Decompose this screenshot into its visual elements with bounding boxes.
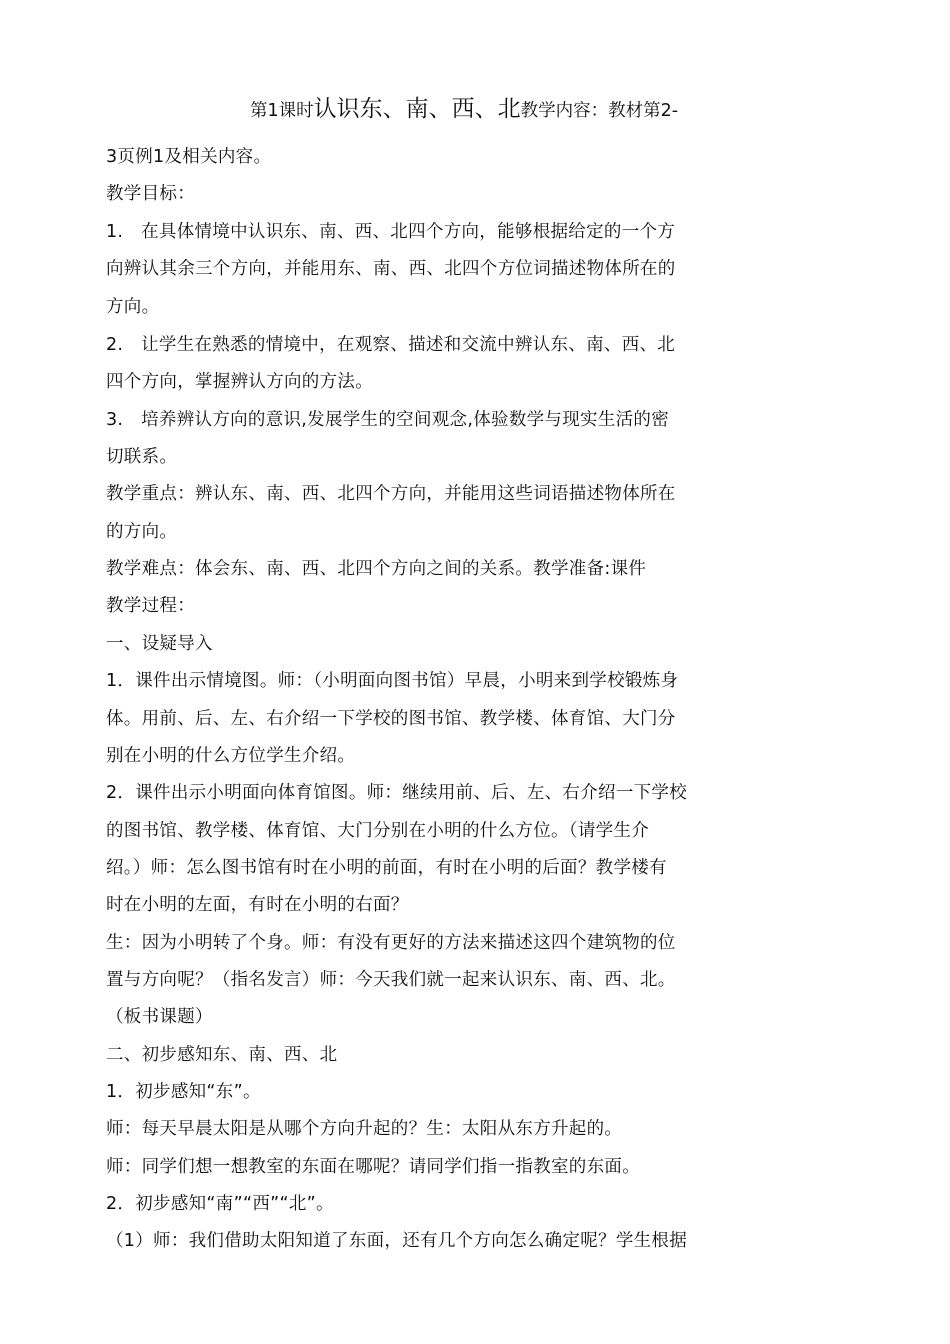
lesson-number: 第1课时	[250, 101, 314, 121]
text-line: 1．课件出示情境图。师：（小明面向图书馆）早晨，小明来到学校锻炼身	[106, 671, 679, 691]
text-line: 1. 在具体情境中认识东、南、西、北四个方向，能够根据给定的一个方	[106, 222, 676, 242]
text-line: 2．课件出示小明面向体育馆图。师：继续用前、后、左、右介绍一下学校	[106, 783, 688, 803]
text-line: 3页例1及相关内容。	[106, 147, 272, 167]
text-line: 3. 培养辨认方向的意识,发展学生的空间观念,体验数学与现实生活的密	[106, 410, 670, 430]
text-line: 的图书馆、教学楼、体育馆、大门分别在小明的什么方位。（请学生介	[106, 821, 650, 841]
text-line: 切联系。	[106, 447, 178, 467]
text-line: 别在小明的什么方位学生介绍。	[106, 746, 356, 766]
section-heading: 二、初步感知东、南、西、北	[106, 1045, 338, 1065]
text-line: 体。用前、后、左、右介绍一下学校的图书馆、教学楼、体育馆、大门分	[106, 709, 676, 729]
lesson-topic: 认识东、南、西、北	[313, 96, 521, 122]
text-line: 1．初步感知“东”。	[106, 1082, 261, 1102]
text-line: 教学重点：辨认东、南、西、北四个方向，并能用这些词语描述物体所在	[106, 484, 676, 504]
page-title	[250, 96, 678, 124]
text-line: 时在小明的左面，有时在小明的右面？	[106, 895, 409, 915]
text-line: 教学难点：体会东、南、西、北四个方向之间的关系。教学准备:课件	[106, 559, 647, 579]
text-line: 置与方向呢？（指名发言）师：今天我们就一起来认识东、南、西、北。	[106, 970, 676, 990]
text-line: 生：因为小明转了个身。师：有没有更好的方法来描述这四个建筑物的位	[106, 933, 676, 953]
content-label: 教学内容：教材第2-	[520, 101, 679, 121]
section-heading: 一、设疑导入	[106, 634, 213, 654]
text-line: 向辨认其余三个方向，并能用东、南、西、北四个方位词描述物体所在的	[106, 259, 676, 279]
text-line: （1）师：我们借助太阳知道了东面，还有几个方向怎么确定呢？学生根据	[106, 1231, 688, 1251]
text-line: （板书课题）	[106, 1007, 213, 1027]
text-line: 师：同学们想一想教室的东面在哪呢？请同学们指一指教室的东面。	[106, 1157, 640, 1177]
text-line: 四个方向，掌握辨认方向的方法。	[106, 372, 373, 392]
text-line: 方向。	[106, 297, 160, 317]
text-line: 师：每天早晨太阳是从哪个方向升起的？生：太阳从东方升起的。	[106, 1119, 623, 1139]
text-line: 2. 让学生在熟悉的情境中，在观察、描述和交流中辨认东、南、西、北	[106, 335, 676, 355]
text-line: 2．初步感知“南”“西”“北”。	[106, 1194, 334, 1214]
text-line: 教学过程：	[106, 596, 195, 616]
text-line: 绍。）师：怎么图书馆有时在小明的前面，有时在小明的后面？教学楼有	[106, 858, 667, 878]
text-line: 教学目标：	[106, 184, 195, 204]
text-line: 的方向。	[106, 522, 178, 542]
